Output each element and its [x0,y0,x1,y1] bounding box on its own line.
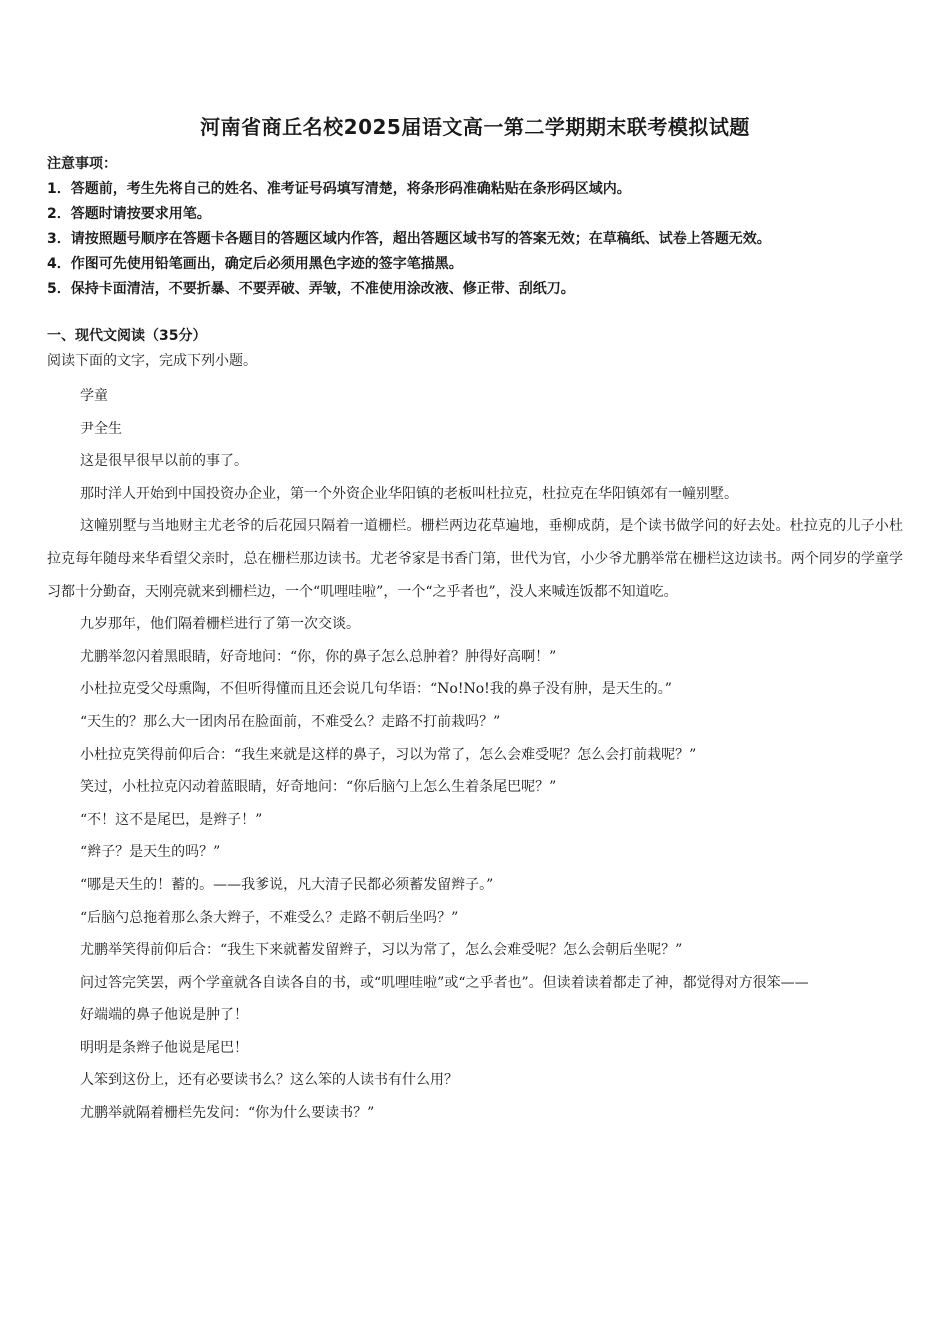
article-paragraph: 这是很早很早以前的事了。 [80,453,248,470]
article-paragraph: 九岁那年，他们隔着栅栏进行了第一次交谈。 [80,616,360,633]
article-author: 尹全生 [80,420,122,437]
article-paragraph: 明明是条辫子他说是尾巴！ [80,1039,248,1056]
article-paragraph: 好端端的鼻子他说是肿了！ [80,1007,248,1024]
notice-item: 5．保持卡面清洁，不要折暴、不要弄破、弄皱，不准使用涂改液、修正带、刮纸刀。 [47,281,575,297]
notice-heading: 注意事项： [47,156,117,172]
article-paragraph: 问过答完笑罢，两个学童就各自读各自的书，或“叽哩哇啦”或“之乎者也”。但读着读着都走了神，都觉得对方很笨—— [80,974,809,991]
article-paragraph: “辫子？是天生的吗？” [80,844,221,861]
notice-item: 1．答题前，考生先将自己的姓名、准考证号码填写清楚，将条形码准确粘贴在条形码区域内。 [47,181,631,197]
notice-item: 4．作图可先使用铅笔画出，确定后必须用黑色字迹的签字笔描黑。 [47,256,463,272]
article-paragraph: 笑过，小杜拉克闪动着蓝眼睛，好奇地问：“你后脑勺上怎么生着条尾巴呢？” [80,779,557,796]
section-heading: 一、现代文阅读（35分） [47,328,207,344]
notice-item: 3．请按照题号顺序在答题卡各题目的答题区域内作答，超出答题区域书写的答案无效；在草稿纸、试卷上答题无效。 [47,231,771,247]
notice-item: 2．答题时请按要求用笔。 [47,206,211,222]
article-paragraph: 人笨到这份上，还有必要读书么？这么笨的人读书有什么用？ [80,1072,458,1089]
article-paragraph: 小杜拉克受父母熏陶，不但听得懂而且还会说几句华语：“No!No!我的鼻子没有肿，是天生的。” [80,681,672,698]
article-paragraph: “不！这不是尾巴，是辫子！” [80,811,263,828]
article-paragraph: 小杜拉克笑得前仰后合：“我生来就是这样的鼻子，习以为常了，怎么会难受呢？怎么会打前栽呢？” [80,746,697,763]
article-paragraph: 尤鹏举忽闪着黑眼睛，好奇地问：“你，你的鼻子怎么总肿着？肿得好高啊！” [80,648,557,665]
section-intro: 阅读下面的文字，完成下列小题。 [47,353,257,369]
notice-block [47,152,927,302]
article-paragraph: “哪是天生的！蓄的。——我爹说，凡大清子民都必须蓄发留辫子。” [80,876,494,893]
document-title: 河南省商丘名校2025届语文高一第二学期期末联考模拟试题 [200,115,750,139]
article-title: 学童 [80,388,108,404]
article-paragraph: 尤鹏举就隔着栅栏先发问：“你为什么要读书？” [80,1105,375,1122]
article-body [47,380,903,1130]
article-paragraph: 这幢别墅与当地财主尤老爷的后花园只隔着一道栅栏。栅栏两边花草遍地，垂柳成荫，是个读书做学问的好去处。杜拉克的儿子小杜拉克每年随母来华看望父亲时，总在栅栏那边读书。尤老爷家是书香门第，世代为官，小少爷尤鹏举常在栅栏这边读书。两个同岁的学童学习都十分勤奋，天刚亮就来到栅栏边，一个“叽哩哇啦”，一个“之乎者也”，没人来喊连饭都不知道吃。 [47,518,903,600]
article-paragraph: “后脑勺总拖着那么条大辫子，不难受么？走路不朝后坐吗？” [80,909,459,926]
article-paragraph: 那时洋人开始到中国投资办企业，第一个外资企业华阳镇的老板叫杜拉克，杜拉克在华阳镇郊有一幢别墅。 [80,485,738,502]
article-paragraph: “天生的？那么大一团肉吊在脸面前，不难受么？走路不打前栽吗？” [80,713,501,730]
article-paragraph: 尤鹏举笑得前仰后合：“我生下来就蓄发留辫子，习以为常了，怎么会难受呢？怎么会朝后坐呢？” [80,942,683,959]
